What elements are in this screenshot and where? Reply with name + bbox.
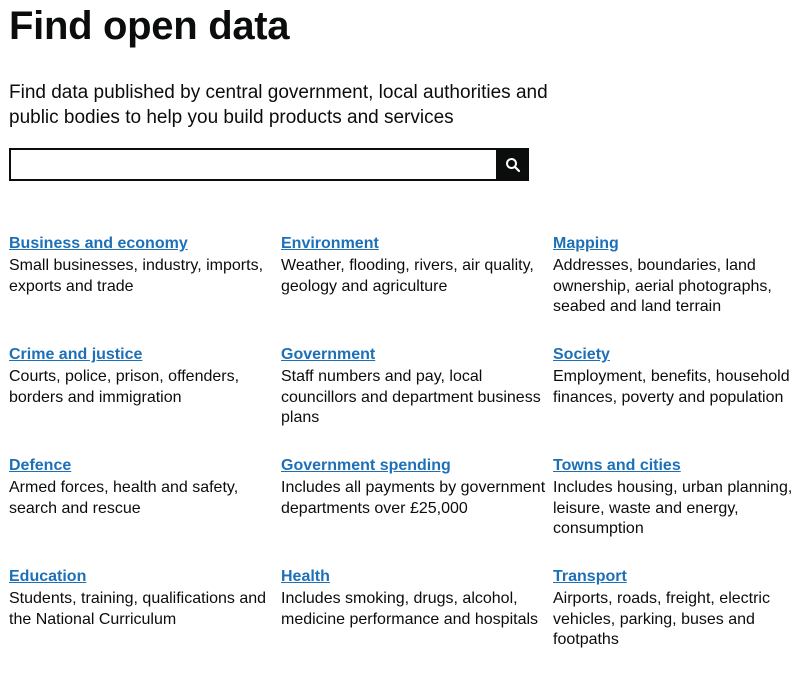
topic-government-spending [281, 456, 553, 567]
topic-description: Students, training, qualifications and the National Curriculum [9, 590, 267, 628]
topic-link[interactable]: Health [281, 568, 330, 585]
topic-link[interactable]: Crime and justice [9, 346, 143, 363]
topic-link[interactable]: Environment [281, 235, 379, 252]
search-form [9, 148, 529, 181]
topic-defence [9, 456, 281, 567]
topic-society [553, 345, 800, 456]
topic-link[interactable]: Government spending [281, 457, 451, 474]
topic-description: Includes housing, urban planning, leisure, waste and energy, consumption [553, 479, 793, 537]
topic-description: Armed forces, health and safety, search and rescue [9, 479, 239, 517]
search-icon [505, 157, 521, 173]
topic-health [281, 567, 553, 678]
topic-link[interactable]: Education [9, 568, 87, 585]
topic-transport [553, 567, 800, 678]
topic-link[interactable]: Mapping [553, 235, 619, 252]
topic-business-and-economy [9, 234, 281, 345]
topic-grid [9, 234, 800, 678]
topic-description: Addresses, boundaries, land ownership, aerial photographs, seabed and land terrain [553, 257, 772, 315]
topic-description: Employment, benefits, household finances, poverty and population [553, 368, 790, 406]
topic-description: Includes smoking, drugs, alcohol, medicine performance and hospitals [281, 590, 539, 628]
topic-description: Small businesses, industry, imports, exports and trade [9, 257, 264, 295]
topic-description: Weather, flooding, rivers, air quality, geology and agriculture [281, 257, 534, 295]
topic-mapping [553, 234, 800, 345]
topic-link[interactable]: Society [553, 346, 610, 363]
topic-environment [281, 234, 553, 345]
topic-link[interactable]: Towns and cities [553, 457, 681, 474]
topic-government [281, 345, 553, 456]
topic-link[interactable]: Defence [9, 457, 72, 474]
page-title: Find open data [9, 4, 290, 48]
topic-description: Courts, police, prison, offenders, borders and immigration [9, 368, 240, 406]
topic-link[interactable]: Transport [553, 568, 627, 585]
topic-description: Includes all payments by government departments over £25,000 [281, 479, 546, 517]
topic-description: Staff numbers and pay, local councillors and department business plans [281, 368, 541, 426]
search-button[interactable] [496, 148, 529, 181]
topic-link[interactable]: Government [281, 346, 376, 363]
topic-education [9, 567, 281, 678]
topic-link[interactable]: Business and economy [9, 235, 188, 252]
topic-crime-and-justice [9, 345, 281, 456]
topic-towns-and-cities [553, 456, 800, 567]
search-input[interactable] [9, 148, 496, 181]
topic-description: Airports, roads, freight, electric vehicles, parking, buses and footpaths [553, 590, 770, 648]
page-intro: Find data published by central government, local authorities and public bodies to help you build products and services [9, 82, 548, 128]
